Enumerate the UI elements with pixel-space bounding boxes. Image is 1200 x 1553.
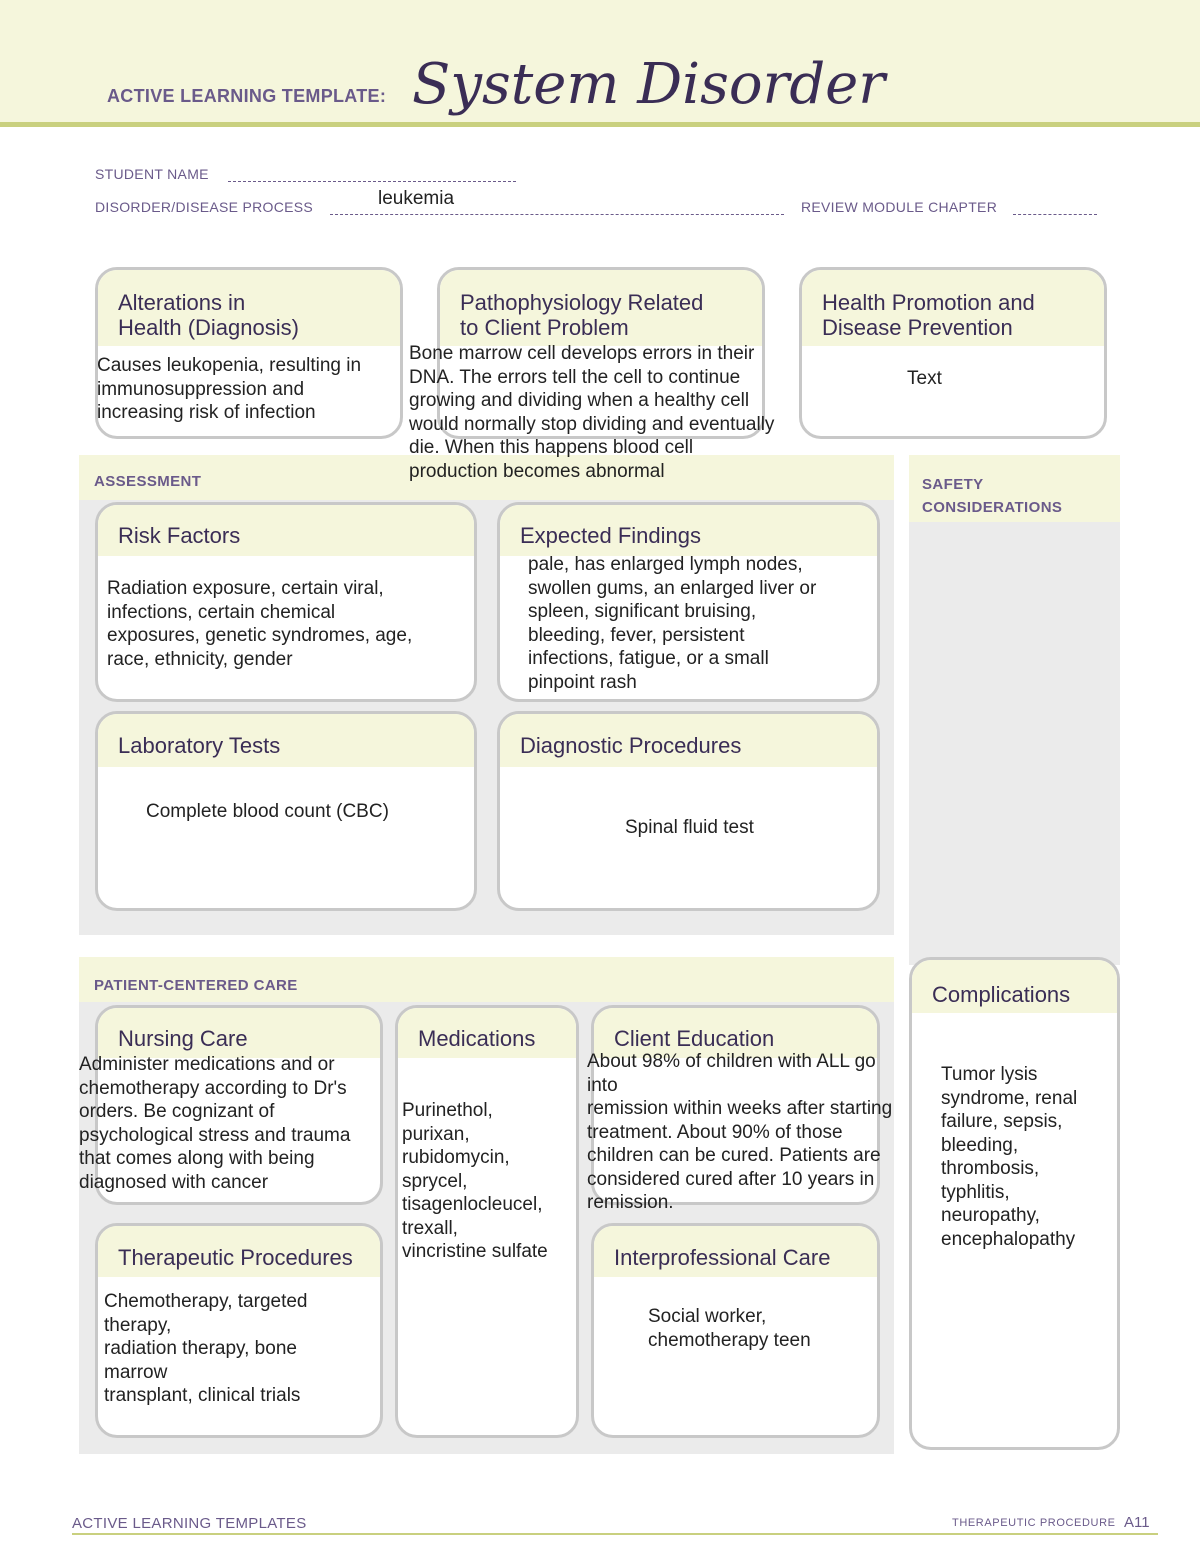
risk-factors-content: Radiation exposure, certain viral, infections, certain chemical exposures, genetic syndromes, age, race, ethnicity, gender — [107, 578, 413, 670]
patient-care-heading: PATIENT-CENTERED CARE — [94, 977, 298, 994]
expected-findings-content: pale, has enlarged lymph nodes, swollen gums, an enlarged liver or spleen, significant bruising, bleeding, fever, persistent infections, fatigue, or a small pinpoint rash — [528, 554, 817, 693]
review-module-label: REVIEW MODULE CHAPTER — [801, 199, 998, 215]
laboratory-tests-content: Complete blood count (CBC) — [146, 801, 389, 822]
client-education-content: About 98% of children with ALL go into remission within weeks after starting treatment. About 90% of those children can be cured. Patients are considered cured after 10 years in remission. — [587, 1051, 893, 1213]
safety-panel — [909, 455, 1120, 965]
therapeutic-procedures-content: Chemotherapy, targeted therapy, radiation therapy, bone marrow transplant, clinical trials — [104, 1291, 308, 1406]
footer-section: THERAPEUTIC PROCEDURE — [952, 1517, 1116, 1529]
template-label: ACTIVE LEARNING TEMPLATE: — [107, 86, 387, 106]
therapeutic-procedures-title: Therapeutic Procedures — [118, 1245, 353, 1270]
footer-divider — [72, 1533, 1158, 1535]
expected-findings-title: Expected Findings — [520, 523, 701, 548]
nursing-care-title: Nursing Care — [118, 1026, 248, 1051]
complications-content: Tumor lysis syndrome, renal failure, sepsis, bleeding, thrombosis, typhlitis, neuropathy, encephalopathy — [941, 1064, 1078, 1250]
medications-content: Purinethol, purixan, rubidomycin, sprycel, tisagenlocleucel, trexall, vincristine sulfate — [402, 1100, 548, 1262]
disorder-label: DISORDER/DISEASE PROCESS — [95, 199, 314, 215]
nursing-care-content: Administer medications and or chemotherapy according to Dr's orders. Be cognizant of psychological stress and trauma that comes along with being diagnosed with cancer — [79, 1054, 351, 1193]
pathophysiology-title: Pathophysiology Related to Client Problem — [460, 290, 704, 340]
diagnostic-procedures-content: Spinal fluid test — [625, 817, 754, 838]
diagnostic-procedures-box — [497, 711, 880, 911]
header-divider — [0, 122, 1200, 127]
disorder-value: leukemia — [378, 188, 455, 209]
interprofessional-care-title: Interprofessional Care — [614, 1245, 831, 1270]
health-promotion-box — [799, 267, 1107, 439]
client-education-title: Client Education — [614, 1026, 775, 1051]
health-promotion-content: Text — [907, 368, 942, 389]
alterations-title: Alterations in Health (Diagnosis) — [118, 290, 299, 340]
alterations-content: Causes leukopenia, resulting in immunosuppression and increasing risk of infection — [97, 355, 362, 423]
template-title: System Disorder — [412, 52, 886, 117]
footer-title: ACTIVE LEARNING TEMPLATES — [72, 1515, 307, 1532]
complications-title: Complications — [932, 982, 1071, 1007]
assessment-heading: ASSESSMENT — [94, 473, 202, 490]
review-module-field[interactable] — [1013, 214, 1097, 215]
risk-factors-title: Risk Factors — [118, 523, 241, 548]
pathophysiology-content: Bone marrow cell develops errors in their DNA. The errors tell the cell to continue growing and dividing when a healthy cell would normally stop dividing and eventually die. When this happens blood cell production becomes abnormal — [409, 343, 775, 482]
student-name-label: STUDENT NAME — [95, 166, 209, 182]
interprofessional-care-content: Social worker, chemotherapy teen — [648, 1306, 811, 1351]
diagnostic-procedures-title: Diagnostic Procedures — [520, 733, 742, 758]
health-promotion-title: Health Promotion and Disease Prevention — [822, 290, 1035, 340]
disorder-field[interactable] — [330, 214, 784, 215]
footer-page-number: A11 — [1124, 1514, 1150, 1531]
laboratory-tests-title: Laboratory Tests — [118, 733, 281, 758]
student-name-field[interactable] — [228, 181, 516, 182]
safety-heading: SAFETY CONSIDERATIONS — [922, 476, 1063, 516]
medications-title: Medications — [418, 1026, 536, 1051]
